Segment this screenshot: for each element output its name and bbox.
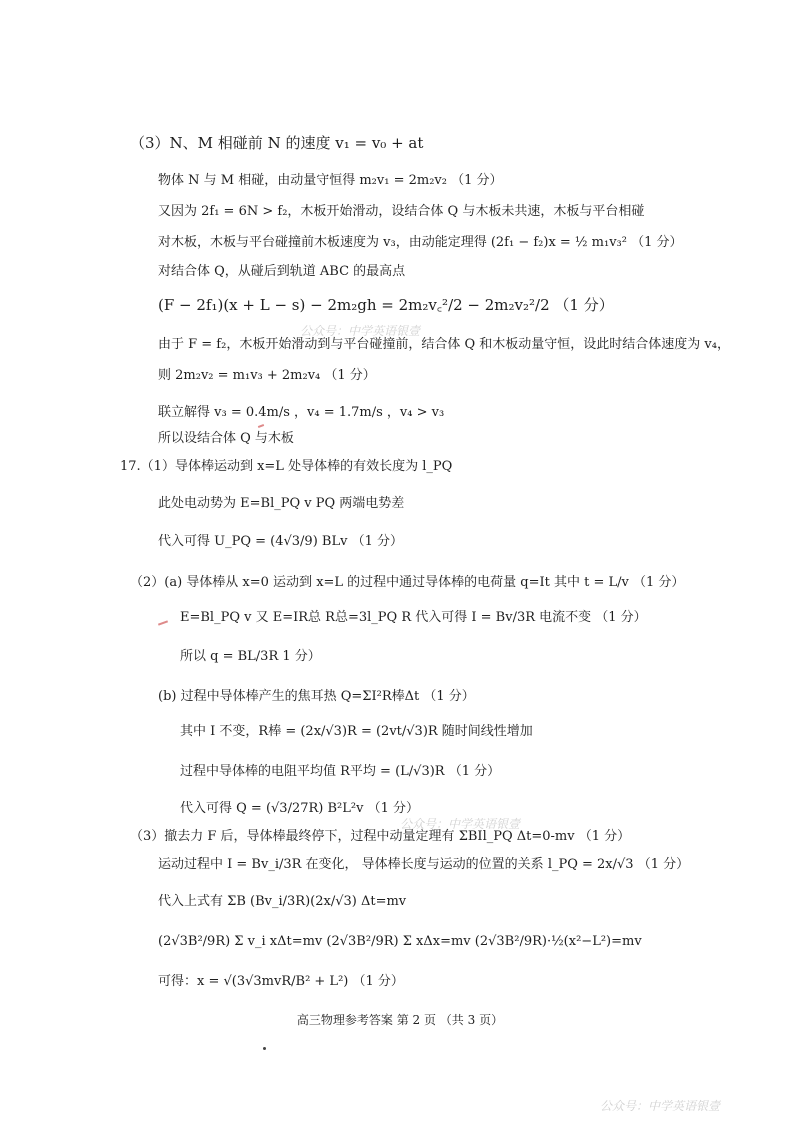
text-line: 又因为 2f₁ = 6N > f₂，木板开始滑动，设结合体 Q 与木板未共速，木板与平台相碰 (158, 204, 645, 219)
speck-mark (263, 1047, 266, 1050)
text-line: 所以设结合体 Q 与木板 (158, 431, 294, 446)
text-line: (b) 过程中导体棒产生的焦耳热 Q=ΣI²R棒Δt （1 分） (158, 689, 475, 704)
watermark: 公众号：中学英语银壹 (600, 1099, 721, 1113)
text-line: 17.（1）导体棒运动到 x=L 处导体棒的有效长度为 l_PQ (120, 459, 453, 474)
text-line: E=Bl_PQ v 又 E=IR总 R总=3l_PQ R 代入可得 I = Bv/3R 电流不变 （1 分） (180, 610, 647, 625)
text-line: 所以 q = BL/3R 1 分） (180, 649, 321, 664)
watermark: 公众号：中学英语银壹 (300, 324, 421, 338)
red-ink-mark (258, 424, 264, 428)
text-line: 过程中导体棒的电阻平均值 R平均 = (L/√3)R （1 分） (180, 764, 501, 779)
text-line: 代入上式有 ΣB (Bv_i/3R)(2x/√3) Δt=mv (158, 894, 407, 909)
text-line: 物体 N 与 M 相碰，由动量守恒得 m₂v₁ = 2m₂v₂ （1 分） (158, 173, 503, 188)
text-line: 由于 F = f₂，木板开始滑动到与平台碰撞前，结合体 Q 和木板动量守恒，设此时结合体速度为 v₄， (158, 337, 730, 352)
page-footer: 高三物理参考答案 第 2 页 （共 3 页） (296, 1013, 504, 1027)
text-line: 可得：x = √(3√3mvR/B² + L²) （1 分） (158, 974, 404, 989)
red-ink-mark (158, 620, 168, 625)
text-line: 代入可得 Q = (√3/27R) B²L²v （1 分） (180, 801, 419, 816)
text-line: 对木板，木板与平台碰撞前木板速度为 v₃，由动能定理得 (2f₁ − f₂)x = ½ m₁v₃² （1 分） (158, 235, 683, 250)
text-line: （2）(a) 导体棒从 x=0 运动到 x=L 的过程中通过导体棒的电荷量 q=It 其中 t = L/v （1 分） (130, 575, 685, 590)
text-line: （3）撤去力 F 后，导体棒最终停下，过程中动量定理有 ΣBIl_PQ Δt=0-mv （1 分） (130, 829, 631, 844)
text-line: (2√3B²/9R) Σ v_i xΔt=mv (2√3B²/9R) Σ xΔx=mv (2√3B²/9R)·½(x²−L²)=mv (158, 934, 642, 949)
text-line: 此处电动势为 E=Bl_PQ v PQ 两端电势差 (158, 496, 405, 511)
text-line: （3）N、M 相碰前 N 的速度 v₁ = v₀ + at (130, 134, 424, 152)
text-line: 运动过程中 I = Bv_i/3R 在变化， 导体棒长度与运动的位置的关系 l_PQ = 2x/√3 （1 分） (158, 857, 690, 872)
text-line: 则 2m₂v₂ = m₁v₃ + 2m₂v₄ （1 分） (158, 368, 376, 383)
watermark: 公众号：中学英语银壹 (400, 817, 521, 831)
text-line: 对结合体 Q，从碰后到轨道 ABC 的最高点 (158, 264, 406, 279)
text-line: (F − 2f₁)(x + L − s) − 2m₂gh = 2m₂v꜀²/2 − 2m₂v₂²/2 （1 分） (158, 296, 614, 314)
text-line: 代入可得 U_PQ = (4√3/9) BLv （1 分） (158, 534, 403, 549)
text-line: 联立解得 v₃ = 0.4m/s ，v₄ = 1.7m/s ，v₄ > v₃ (158, 405, 445, 420)
text-line: 其中 I 不变，R棒 = (2x/√3)R = (2vt/√3)R 随时间线性增加 (180, 724, 533, 739)
